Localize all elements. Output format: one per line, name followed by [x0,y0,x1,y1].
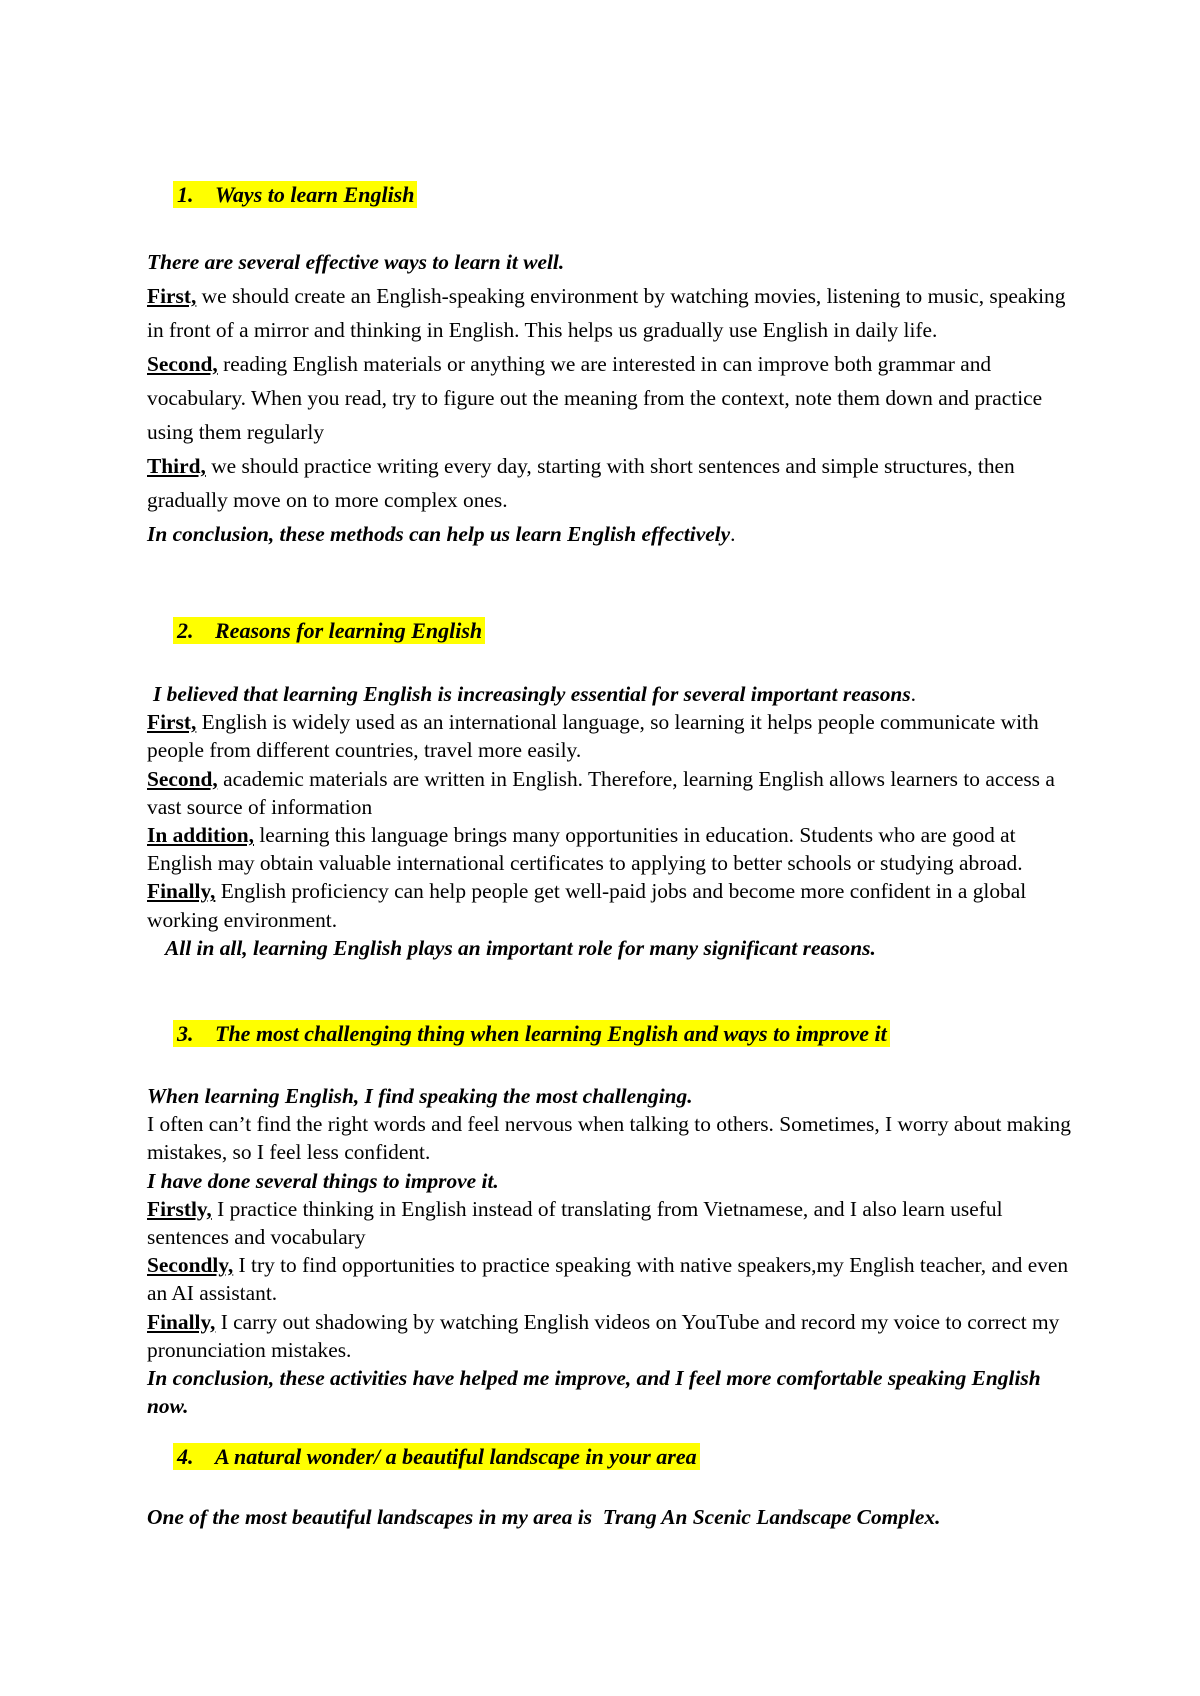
paragraph-text: I try to find opportunities to practice speaking with native speakers,my English teacher, and even an AI assistant. [147,1253,1069,1306]
paragraph [147,449,1077,517]
section-number: 3. [177,1021,194,1046]
paragraph-text: English is widely used as an international language, so learning it helps people communicate with people from different countries, travel more easily. [147,710,1039,763]
section-body-4 [147,1503,1077,1531]
paragraph-text: we should create an English-speaking environment by watching movies, listening to music, speaking in front of a mirror and thinking in English. This helps us gradually use English in daily life. [147,284,1066,342]
section-number: 2. [177,618,194,643]
paragraph-text: English proficiency can help people get well-paid jobs and become more confident in a global working environment. [147,879,1027,932]
paragraph-text: I practice thinking in English instead of translating from Vietnamese, and I also learn useful sentences and vocabulary [147,1196,1003,1250]
paragraph [147,1308,1077,1364]
transition-word: First, [147,284,197,308]
transition-word: Firstly, [147,1196,212,1221]
paragraph [147,1251,1077,1307]
transition-word: Second, [147,352,218,376]
section-heading-4 [173,1443,700,1471]
section-number: 1. [177,182,194,207]
section-heading-2 [173,617,485,645]
section-conclusion: All in all, learning English plays an important role for many significant reasons. [165,935,876,960]
transition-word: Finally, [147,1309,216,1334]
paragraph [147,1195,1077,1251]
section-body-2 [147,680,1077,962]
section-intro: When learning English, I find speaking the most challenging. [147,1084,693,1108]
paragraph-text: we should practice writing every day, starting with short sentences and simple structures, then gradually move on to more complex ones. [147,454,1015,512]
section-title: The most challenging thing when learning English and ways to improve it [215,1021,887,1046]
transition-word: Third, [147,454,206,478]
section-number: 4. [177,1444,194,1469]
paragraph [147,708,1077,764]
paragraph [147,821,1077,877]
paragraph [147,877,1077,933]
paragraph-text: learning this language brings many opportunities in education. Students who are good at English may obtain valuable international certificates to applying to better schools or studying abroad. [147,823,1023,876]
section-title: A natural wonder/ a beautiful landscape in your area [215,1444,697,1469]
paragraph-text: academic materials are written in English. Therefore, learning English allows learners to access a vast source of information [147,766,1055,819]
paragraph [147,765,1077,821]
section-intro: There are several effective ways to learn it well. [147,250,565,274]
transition-word: First, [147,710,197,735]
paragraph-text: reading English materials or anything we are interested in can improve both grammar and vocabulary. When you read, try to figure out the meaning from the context, note them down and practice using them regularly [147,352,1043,444]
section-title: Ways to learn English [215,182,415,207]
section-title: Reasons for learning English [215,618,483,643]
transition-word: Second, [147,766,218,791]
paragraph: I often can’t find the right words and feel nervous when talking to others. Sometimes, I worry about making mistakes, so I feel less confident. [147,1112,1071,1165]
transition-word: In addition, [147,823,255,848]
paragraph-text: I carry out shadowing by watching English videos on YouTube and record my voice to correct my pronunciation mistakes. [147,1309,1060,1362]
section-body-1 [147,245,1077,551]
paragraph [147,347,1077,449]
section-conclusion: In conclusion, these methods can help us learn English effectively. [147,522,736,546]
section-body-3 [147,1082,1077,1420]
section-conclusion: In conclusion, these activities have helped me improve, and I feel more comfortable speaking English now. [147,1366,1041,1419]
section-heading-3 [173,1020,890,1048]
paragraph [147,279,1077,347]
section-intro: One of the most beautiful landscapes in my area is Trang An Scenic Landscape Complex. [147,1505,941,1529]
section-heading-1 [173,181,417,209]
section-intro-2: I have done several things to improve it. [147,1168,499,1193]
transition-word: Secondly, [147,1253,234,1278]
section-intro: I believed that learning English is increasingly essential for several important reasons. [153,682,917,706]
transition-word: Finally, [147,879,216,904]
